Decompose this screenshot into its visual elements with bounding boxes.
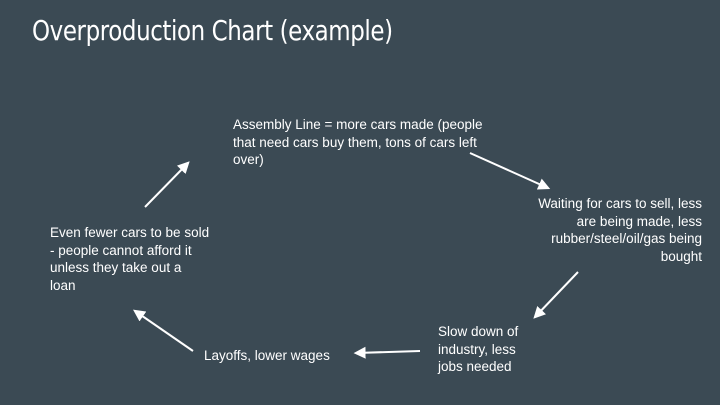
node-layoffs: Layoffs, lower wages (204, 348, 330, 363)
node-waiting-for-cars: Waiting for cars to sell, less are being made, less rubber/steel/oil/gas being bought (538, 196, 702, 264)
arrow-slowdown-to-layoffs (356, 351, 420, 353)
node-slow-down-industry: Slow down of industry, less jobs needed (438, 324, 519, 374)
slide-title: Overproduction Chart (example) (32, 14, 393, 47)
arrow-waiting-to-slowdown (535, 272, 578, 317)
node-fewer-cars: Even fewer cars to be sold - people cannot afford it unless they take out a loan (50, 225, 210, 293)
node-assembly-line: Assembly Line = more cars made (people that need cars buy them, tons of cars left over) (233, 117, 483, 167)
arrow-fewer-to-assembly (145, 163, 188, 207)
arrow-layoffs-to-fewer (135, 311, 193, 351)
arrow-assembly-to-waiting (470, 153, 548, 188)
